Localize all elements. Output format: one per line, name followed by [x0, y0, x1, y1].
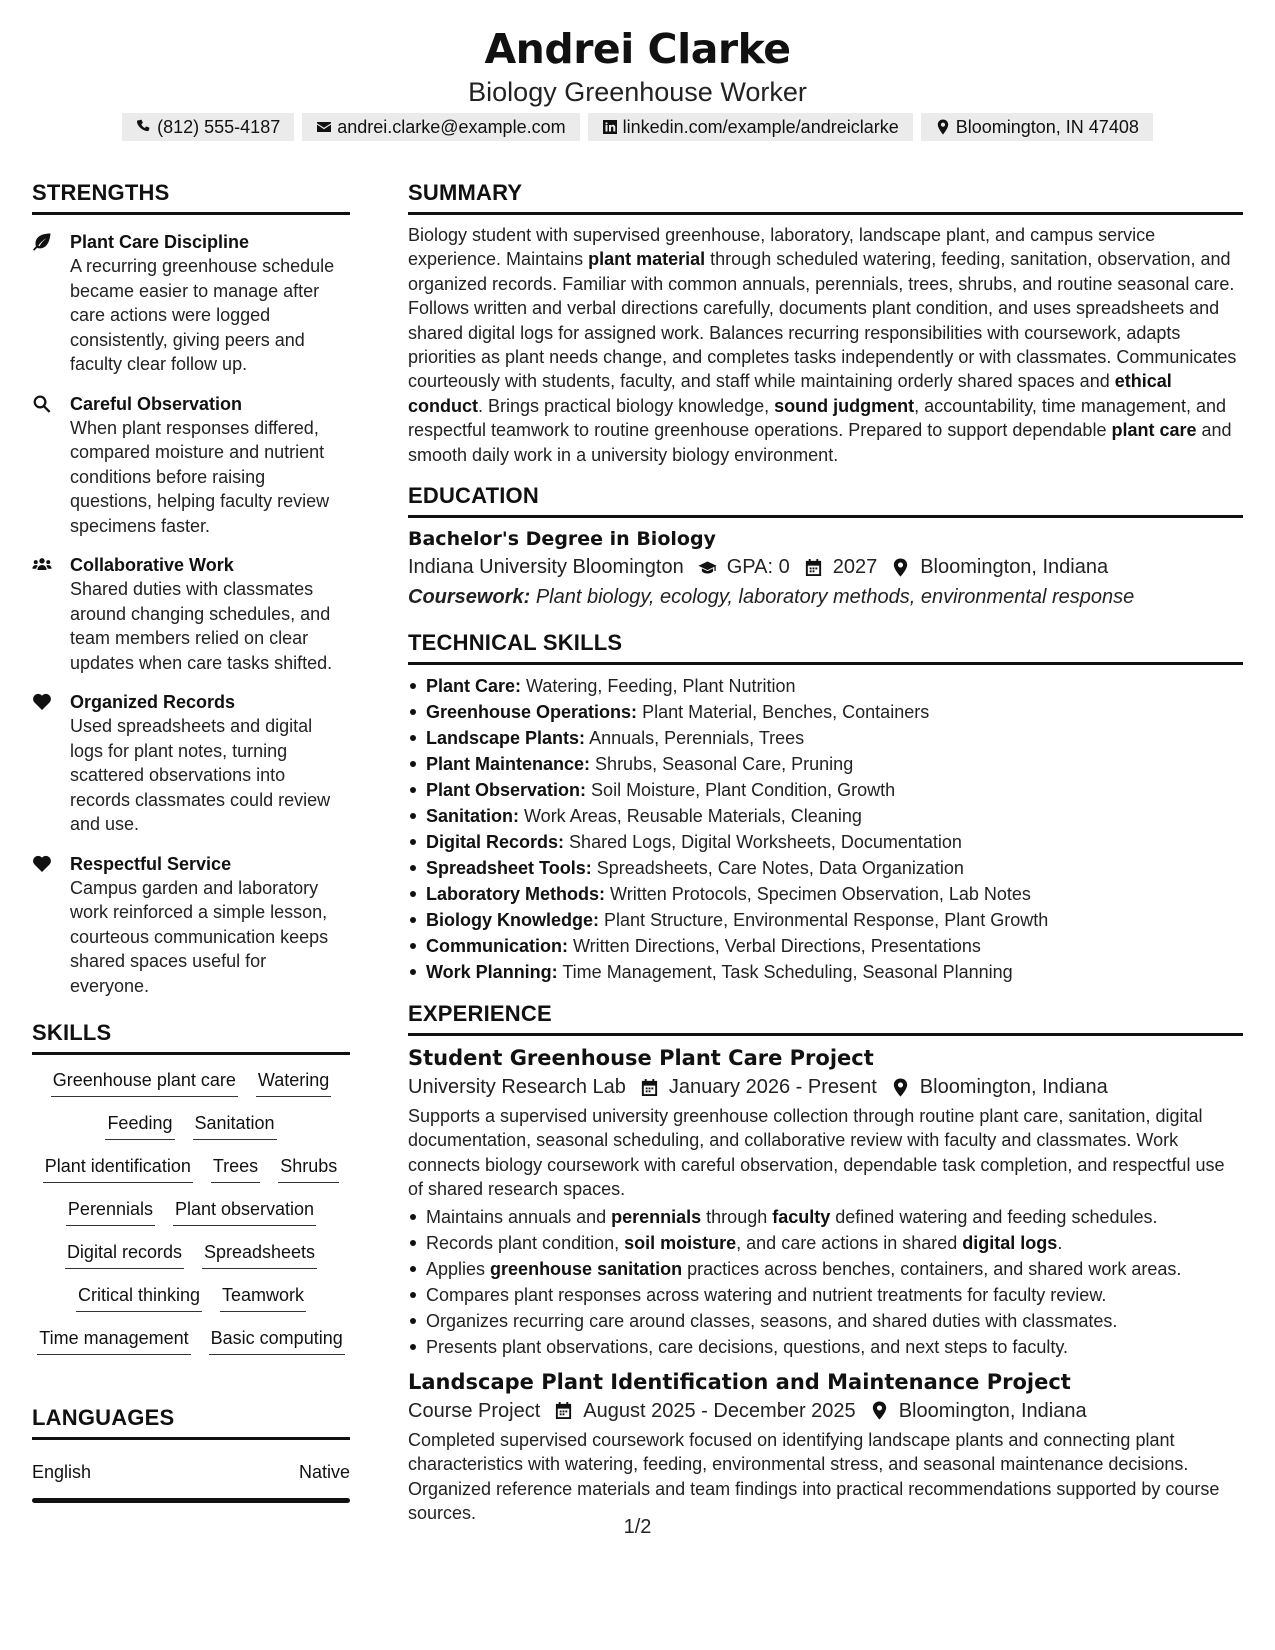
- strength-desc: When plant responses differed, compared moisture and nutrient conditions before raising questions, helping faculty review specimens faster.: [70, 417, 330, 536]
- emphasis: faculty: [772, 1206, 831, 1227]
- job-dates: August 2025 - December 2025: [583, 1399, 856, 1422]
- contact-phone-text: (812) 555-4187: [157, 117, 281, 137]
- language-level: Native: [298, 1462, 350, 1482]
- skill-tag: Plant identification: [43, 1153, 193, 1183]
- technical-skill-item: [408, 725, 1243, 751]
- job-description: Completed supervised coursework focused on identifying landscape plants and connecting plant characteristics with watering, feeding, environmental stress, and seasonal maintenance decisions. Organized reference materials and team findings into practical recommendations supported by course sources.: [408, 1429, 1220, 1523]
- candidate-role: Biology Greenhouse Worker: [468, 77, 807, 107]
- phone-icon: [136, 119, 152, 135]
- gpa: GPA: 0: [726, 556, 790, 579]
- strength-item: [32, 553, 350, 675]
- job-bullet: Maintains annuals and perennials through faculty defined watering and feeding schedules.: [408, 1204, 1243, 1230]
- technical-skill-item: [408, 673, 1243, 699]
- map-pin-icon: [891, 558, 910, 577]
- technical-skill-value: Annuals, Perennials, Trees: [589, 728, 805, 749]
- emphasis: ethical conduct: [408, 371, 1172, 416]
- technical-skills-list: [408, 673, 1243, 985]
- section-divider: [408, 212, 1243, 215]
- technical-skill-value: Plant Material, Benches, Containers: [642, 702, 930, 723]
- job-description: Supports a supervised university greenhouse collection through routine plant care, sanitation, digital documentation, seasonal scheduling, and collaborative review with faculty and classmates. Work connects biology coursework with careful observation, dependable task completion, and respectful use of shared research spaces.: [408, 1106, 1225, 1200]
- skill-tag: Shrubs: [278, 1153, 339, 1183]
- strength-title: Careful Observation: [70, 393, 243, 414]
- strength-desc: Used spreadsheets and digital logs for plant notes, turning scattered observations into records classmates could review and use.: [70, 716, 331, 834]
- skill-tag: Feeding: [105, 1110, 174, 1140]
- emphasis: plant material: [588, 249, 706, 270]
- technical-skill-item: [408, 777, 1243, 803]
- technical-skill-label: Plant Care:: [426, 676, 522, 697]
- strength-title: Plant Care Discipline: [70, 232, 250, 252]
- job-entry: [408, 1368, 1243, 1526]
- technical-skill-value: Work Areas, Reusable Materials, Cleaning: [524, 806, 862, 827]
- technical-skill-item: [408, 881, 1243, 907]
- skill-tag: Watering: [256, 1067, 331, 1097]
- education-section: [408, 483, 1243, 612]
- map-pin-icon: [870, 1401, 889, 1420]
- section-divider: [32, 1437, 350, 1440]
- strength-item: [32, 852, 350, 999]
- languages-section: [32, 1405, 350, 1503]
- technical-skill-item: [408, 829, 1243, 855]
- coursework: [408, 582, 1243, 612]
- skill-tag: Spreadsheets: [202, 1239, 317, 1269]
- skill-tag: Time management: [37, 1325, 190, 1355]
- page-number: 1/2: [623, 1516, 652, 1538]
- school-name: Indiana University Bloomington: [408, 556, 684, 579]
- strength-desc: Campus garden and laboratory work reinforced a simple lesson, courteous communication keeps shared spaces useful for everyone.: [70, 877, 329, 996]
- technical-skill-item: [408, 751, 1243, 777]
- experience-title: EXPERIENCE: [408, 1001, 552, 1027]
- section-divider: [408, 1033, 1243, 1036]
- strength-item: [32, 230, 350, 377]
- section-divider: [32, 1052, 350, 1055]
- job-bullet-list: [408, 1204, 1243, 1360]
- job-entry: [408, 1044, 1243, 1360]
- strengths-title: STRENGTHS: [32, 180, 170, 205]
- job-meta: [408, 1396, 1243, 1426]
- job-location: Bloomington, Indiana: [898, 1399, 1087, 1422]
- education-meta: [408, 552, 1243, 582]
- summary-title: SUMMARY: [408, 180, 523, 205]
- job-dates: January 2026 - Present: [668, 1076, 877, 1099]
- emphasis: plant care: [1111, 420, 1197, 441]
- technical-skill-item: [408, 855, 1243, 881]
- technical-skill-label: Digital Records:: [426, 832, 565, 853]
- technical-skill-item: [408, 803, 1243, 829]
- job-title: Landscape Plant Identification and Maintenance Project: [408, 1369, 1071, 1394]
- heart-icon: [32, 692, 52, 712]
- contact-bar: [0, 113, 1275, 141]
- technical-skill-value: Watering, Feeding, Plant Nutrition: [526, 676, 796, 697]
- job-title: Student Greenhouse Plant Care Project: [408, 1046, 874, 1071]
- skill-tag: Basic computing: [209, 1325, 345, 1355]
- section-divider: [408, 662, 1243, 665]
- magnifier-icon: [32, 394, 52, 414]
- strength-desc: Shared duties with classmates around changing schedules, and team members relied on clear updates when care tasks shifted.: [70, 579, 333, 673]
- technical-skill-value: Spreadsheets, Care Notes, Data Organization: [596, 858, 964, 879]
- coursework-list: Plant biology, ecology, laboratory methods, environmental response: [535, 586, 1135, 609]
- summary-section: [408, 180, 1243, 467]
- job-meta: [408, 1072, 1243, 1102]
- strength-title: Organized Records: [70, 692, 236, 712]
- job-location: Bloomington, Indiana: [919, 1076, 1108, 1099]
- skill-tag: Perennials: [66, 1196, 155, 1226]
- technical-skill-value: Soil Moisture, Plant Condition, Growth: [591, 780, 896, 801]
- language-level-bar: [32, 1498, 350, 1503]
- technical-skill-item: [408, 933, 1243, 959]
- emphasis: greenhouse sanitation: [490, 1258, 683, 1279]
- section-divider: [408, 515, 1243, 518]
- skill-tag: Critical thinking: [76, 1282, 202, 1312]
- graduation-year: 2027: [832, 556, 878, 579]
- strength-title: Respectful Service: [70, 853, 232, 874]
- leaf-icon: [32, 232, 52, 252]
- job-bullet: Organizes recurring care around classes, seasons, and shared duties with classmates.: [408, 1308, 1243, 1334]
- education-location: Bloomington, Indiana: [920, 556, 1109, 579]
- technical-skill-value: Written Directions, Verbal Directions, Presentations: [573, 936, 981, 957]
- right-column: [408, 180, 1243, 1525]
- job-bullet: Compares plant responses across watering and nutrient treatments for faculty review.: [408, 1282, 1243, 1308]
- technical-skill-value: Time Management, Task Scheduling, Seasonal Planning: [562, 962, 1013, 983]
- skills-title: SKILLS: [32, 1020, 112, 1045]
- technical-skill-item: [408, 959, 1243, 985]
- strength-item: [32, 690, 350, 837]
- strength-desc: A recurring greenhouse schedule became easier to manage after care actions were logged consistently, giving peers and faculty clear follow up.: [70, 256, 335, 374]
- calendar-icon: [640, 1078, 659, 1097]
- emphasis: soil moisture: [624, 1232, 737, 1253]
- technical-skill-label: Plant Maintenance:: [426, 754, 591, 775]
- technical-skill-label: Plant Observation:: [426, 780, 587, 801]
- technical-skill-label: Greenhouse Operations:: [426, 702, 638, 723]
- coursework-label: Coursework:: [408, 586, 531, 609]
- map-pin-icon: [891, 1078, 910, 1097]
- calendar-icon: [804, 558, 823, 577]
- technical-skill-value: Shared Logs, Digital Worksheets, Documentation: [569, 832, 962, 853]
- technical-skill-value: Plant Structure, Environmental Response, Plant Growth: [604, 910, 1049, 931]
- technical-skill-label: Laboratory Methods:: [426, 884, 606, 905]
- contact-email[interactable]: [302, 113, 579, 141]
- technical-skill-value: Written Protocols, Specimen Observation, Lab Notes: [610, 884, 1031, 905]
- strength-item: [32, 392, 350, 539]
- contact-email-text: andrei.clarke@example.com: [337, 117, 566, 137]
- calendar-icon: [554, 1401, 573, 1420]
- languages-title: LANGUAGES: [32, 1405, 175, 1430]
- map-pin-icon: [935, 119, 951, 135]
- envelope-icon: [316, 119, 332, 135]
- emphasis: digital logs: [962, 1232, 1058, 1253]
- contact-location: [921, 113, 1153, 141]
- skill-tag: Greenhouse plant care: [51, 1067, 238, 1097]
- strength-title: Collaborative Work: [70, 555, 234, 575]
- job-bullet: Presents plant observations, care decisions, questions, and next steps to faculty.: [408, 1334, 1243, 1360]
- contact-linkedin[interactable]: [588, 113, 913, 141]
- skill-tag: Plant observation: [173, 1196, 316, 1226]
- technical-skill-label: Sanitation:: [426, 806, 519, 827]
- degree-title: Bachelor's Degree in Biology: [408, 528, 716, 551]
- technical-skill-label: Landscape Plants:: [426, 728, 586, 749]
- skill-tag-list: [32, 1067, 350, 1355]
- job-bullet: Records plant condition, soil moisture, and care actions in shared digital logs.: [408, 1230, 1243, 1256]
- section-divider: [32, 212, 350, 215]
- technical-skills-title: TECHNICAL SKILLS: [408, 630, 623, 656]
- technical-skill-label: Biology Knowledge:: [426, 910, 599, 931]
- job-org: Course Project: [408, 1399, 541, 1422]
- emphasis: sound judgment: [774, 395, 915, 416]
- graduation-cap-icon: [698, 558, 717, 577]
- heart-icon: [32, 854, 52, 874]
- resume-header: [0, 24, 1275, 108]
- language-name: English: [32, 1462, 92, 1482]
- technical-skill-item: [408, 699, 1243, 725]
- left-column: [32, 180, 350, 1503]
- linkedin-icon: [602, 119, 618, 135]
- contact-location-text: Bloomington, IN 47408: [955, 117, 1139, 137]
- experience-section: [408, 1001, 1243, 1525]
- skill-tag: Digital records: [65, 1239, 184, 1269]
- skill-tag: Trees: [211, 1153, 260, 1183]
- job-list: [408, 1044, 1243, 1525]
- technical-skill-item: [408, 907, 1243, 933]
- education-title: EDUCATION: [408, 483, 539, 509]
- job-org: University Research Lab: [408, 1076, 626, 1099]
- technical-skills-section: [408, 630, 1243, 985]
- technical-skill-label: Work Planning:: [426, 962, 558, 983]
- strengths-section: [32, 180, 350, 998]
- emphasis: perennials: [611, 1206, 702, 1227]
- technical-skill-label: Communication:: [426, 936, 568, 957]
- contact-phone[interactable]: [122, 113, 294, 141]
- contact-linkedin-text: linkedin.com/example/andreiclarke: [622, 117, 899, 137]
- job-bullet: Applies greenhouse sanitation practices across benches, containers, and shared work areas.: [408, 1256, 1243, 1282]
- language-row: [32, 1460, 350, 1484]
- users-icon: [32, 555, 52, 575]
- skill-tag: Teamwork: [220, 1282, 306, 1312]
- candidate-name: Andrei Clarke: [484, 25, 791, 73]
- technical-skill-value: Shrubs, Seasonal Care, Pruning: [595, 754, 854, 775]
- summary-text: Biology student with supervised greenhouse, laboratory, landscape plant, and campus service experience. Maintains plant material through scheduled watering, feeding, sanitation, observation, and organized records. Familiar with common annuals, perennials, trees, shrubs, and routine seasonal care. Follows written and verbal directions carefully, documents plant condition, and uses spreadsheets and shared digital logs for assigned work. Balances recurring responsibilities with coursework, adapts priorities as plant needs change, and completes tasks independently or with classmates. Communicates courteously with students, faculty, and staff while maintaining orderly shared spaces and ethical conduct. Brings practical biology knowledge, sound judgment, accountability, time management, and respectful teamwork to routine greenhouse operations. Prepared to support dependable plant care and smooth daily work in a university biology environment.: [408, 225, 1237, 465]
- skills-section: [32, 1020, 350, 1355]
- technical-skill-label: Spreadsheet Tools:: [426, 858, 592, 879]
- skill-tag: Sanitation: [193, 1110, 277, 1140]
